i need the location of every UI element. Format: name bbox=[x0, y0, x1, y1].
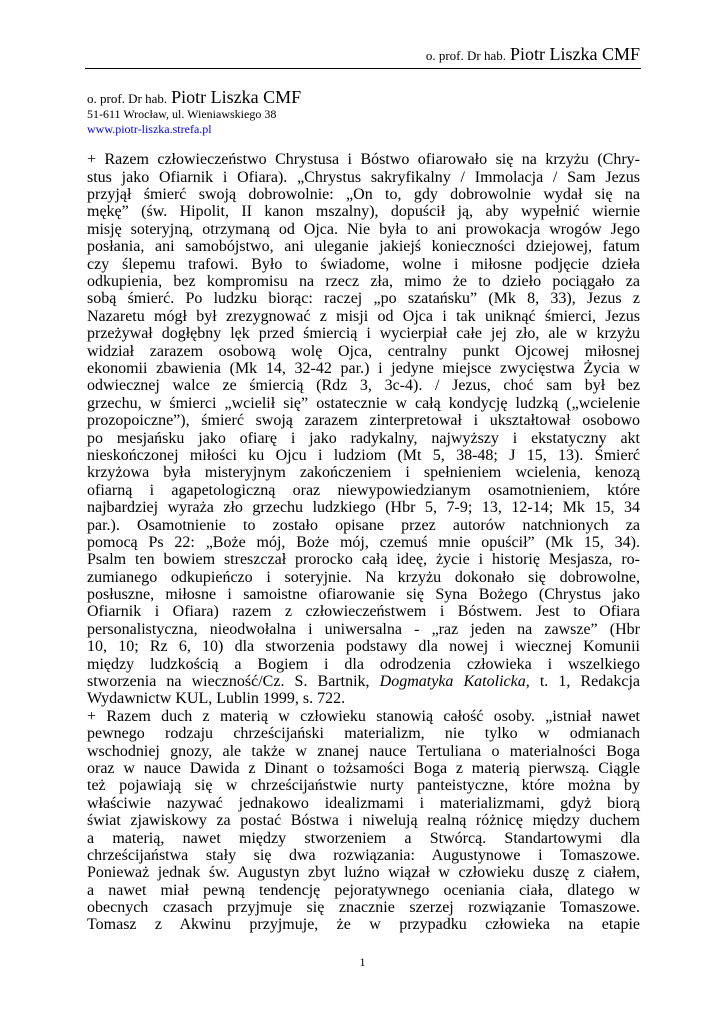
text-line: odwiecznej walce ze śmiercią (Rdz 3, 3c-4). / Jezus, choć sam był bez bbox=[87, 377, 640, 395]
text-line: zumianego odkupieńczo i soteryjnie. Na krzyżu dokonało się dobrowolne, bbox=[87, 568, 640, 586]
text-line: między ludzkością a Bogiem i dla odrodzenia człowieka i wszelkiego bbox=[87, 655, 640, 673]
text-line: 10, 10; Rz 6, 10) dla stworzenia podstawy dla nowej i wiecznej Komunii bbox=[87, 638, 640, 656]
running-header-name: Piotr Liszka CMF bbox=[509, 44, 640, 64]
text-line: ofiarną i agapetologiczną oraz niewypowiedzianym osamotnieniem, które bbox=[87, 481, 640, 499]
citation-text: , t. 1, Redakcja bbox=[525, 673, 641, 691]
text-line: właściwie nazywać jednakowo idealizmami i materializmami, gdyż biorą bbox=[87, 794, 640, 812]
text-line: ekonomii zbawienia (Mk 14, 32-42 par.) i jedyne miejsce zwycięstwa Życia w bbox=[87, 359, 640, 377]
text-line: widział zarazem osobową wolę Ojca, centralny punkt Ojcowej miłosnej bbox=[87, 342, 640, 360]
text-line: misję soteryjną, otrzymaną od Ojca. Nie była to ani prowokacja wrogów Jego bbox=[87, 220, 640, 238]
text-line: stus jako Ofiarnik i Ofiara). „Chrystus sakryfikalny / Immolacja / Sam Jezus bbox=[87, 168, 640, 186]
text-line: a materią, nawet między stworzeniem a Stwórcą. Standartowymi dla bbox=[87, 829, 640, 847]
text-line: też pojawiają się w chrześcijaństwie nurty panteistyczne, które można by bbox=[87, 777, 640, 795]
text-line: personalistyczna, nieodwołalna i uniwersalna - „raz jeden na zawsze” (Hbr bbox=[87, 620, 640, 638]
text-line: obecnych czasach przyjmuje się znacznie szerzej rozwiązanie Tomaszowe. bbox=[87, 899, 640, 917]
text-line: krzyżowa była misteryjnym zakończeniem i spełnieniem wcielenia, kenozą bbox=[87, 464, 640, 482]
text-line: sobą śmierć. Po ludzku biorąc: raczej „po szatańsku” (Mk 8, 33), Jezus z bbox=[87, 290, 640, 308]
text-line: najbardziej wyraża zło grzechu ludzkiego (Hbr 5, 7-9; 13, 12-14; Mk 15, 34 bbox=[87, 499, 640, 517]
text-line: chrześcijaństwa stały się dwa rozwiązania: Augustynowe i Tomaszowe. bbox=[87, 846, 640, 864]
author-address: 51-611 Wrocław, ul. Wieniawskiego 38 bbox=[87, 107, 277, 121]
text-line: świat zjawiskowy za postać Bóstwa i niwelują realną różnicę między duchem bbox=[87, 812, 640, 830]
text-line: przyjął śmierć swoją dobrowolnie: „On to, gdy dobrowolnie wydał się na bbox=[87, 186, 640, 204]
text-line: grzechu, w śmierci „wcielił się” ostatecznie w całą kondycję ludzką („wcielenie bbox=[87, 394, 640, 412]
text-line: posłuszne, miłosne i samoistne ofiarowanie się Syna Bożego (Chrystus jako bbox=[87, 586, 640, 604]
text-line: wschodniej gnozy, ale także w znanej nauce Tertuliana o materialności Boga bbox=[87, 742, 640, 760]
text-line: a nawet miał pewną tendencję pejoratywnego oceniania ciała, dlatego w bbox=[87, 881, 640, 899]
paragraph bbox=[87, 708, 640, 934]
text-line: pewnego rodzaju chrześcijański materializm, nie tylko w odmianach bbox=[87, 725, 640, 743]
text-line: pomocą Ps 22: „Boże mój, Boże mój, czemuś mnie opuścił” (Mk 15, 34). bbox=[87, 533, 640, 551]
author-name-line bbox=[87, 87, 301, 107]
header-rule bbox=[85, 68, 641, 69]
text-line: Ofiarnik i Ofiara) razem z człowieczeństwem i Bóstwem. Jest to Ofiara bbox=[87, 603, 640, 621]
author-block bbox=[87, 87, 301, 137]
text-line: odkupienia, bez kompromisu na rzecz zła, mimo że to dzieło pociągało za bbox=[87, 273, 640, 291]
text-line: czy ślepemu trafowi. Było to świadome, wolne i miłosne podjęcie dzieła bbox=[87, 255, 640, 273]
text-line: Wydawnictw KUL, Lublin 1999, s. 722. bbox=[87, 690, 346, 708]
text-line: mękę” (św. Hipolit, II kanon mszalny), dopuścił ją, aby wypełnić wiernie bbox=[87, 203, 640, 221]
paragraph bbox=[87, 151, 640, 708]
author-title: o. prof. Dr hab. bbox=[87, 91, 168, 106]
text-line: posłania, ani samobójstwo, ani uleganie jakiejś konieczności dziejowej, fatum bbox=[87, 238, 640, 256]
body-text bbox=[87, 151, 640, 934]
text-line: + Razem człowieczeństwo Chrystusa i Bóstwo ofiarowało się na krzyżu (Chry- bbox=[87, 151, 640, 169]
running-header-prefix: o. prof. Dr hab. bbox=[425, 48, 506, 63]
running-header bbox=[426, 44, 640, 66]
author-name: Piotr Liszka CMF bbox=[171, 87, 302, 107]
text-line: przeżywał dogłębny lęk przed śmiercią i wycierpiał całe jej zło, ale w krzyżu bbox=[87, 325, 640, 343]
text-line bbox=[87, 673, 640, 690]
citation-book-title: Dogmatyka Katolicka bbox=[379, 673, 526, 691]
text-line: Tomasz z Akwinu przyjmuje, że w przypadku człowieka na etapie bbox=[87, 916, 640, 934]
text-line: prozopoiczne”), śmierć swoją zarazem zinterpretował i ukształtował osobowo bbox=[87, 412, 640, 430]
page-number: 1 bbox=[359, 955, 366, 969]
text-line: Nazaretu mógł był zrezygnować z misji od Ojca i tak uniknąć śmierci, Jezus bbox=[87, 307, 640, 325]
text-line: par.). Osamotnienie to zostało opisane przez autorów natchnionych za bbox=[87, 516, 640, 534]
text-line: oraz w nauce Dawida z Dinant o tożsamości Boga z materią pierwszą. Ciągle bbox=[87, 759, 640, 777]
text-line: po mesjańsku jako ofiarę i jako radykalny, najwyższy i ekstatyczny akt bbox=[87, 429, 640, 447]
text-line: nieskończonej miłości ku Ojcu i ludziom (Mt 5, 38-48; J 15, 13). Śmierć bbox=[87, 446, 640, 464]
author-website-link[interactable]: www.piotr-liszka.strefa.pl bbox=[87, 122, 212, 136]
citation-text: stworzenia na wieczność/Cz. S. Bartnik, bbox=[87, 673, 380, 691]
text-line: + Razem duch z materią w człowieku stanowią całość osoby. „istniał nawet bbox=[87, 707, 640, 725]
text-line: Ponieważ jednak św. Augustyn zbyt luźno wiązał w człowieku duszę z ciałem, bbox=[87, 864, 640, 882]
text-line: Psalm ten bowiem streszczał prorocko całą ideę, życie i historię Mesjasza, ro- bbox=[87, 551, 640, 569]
